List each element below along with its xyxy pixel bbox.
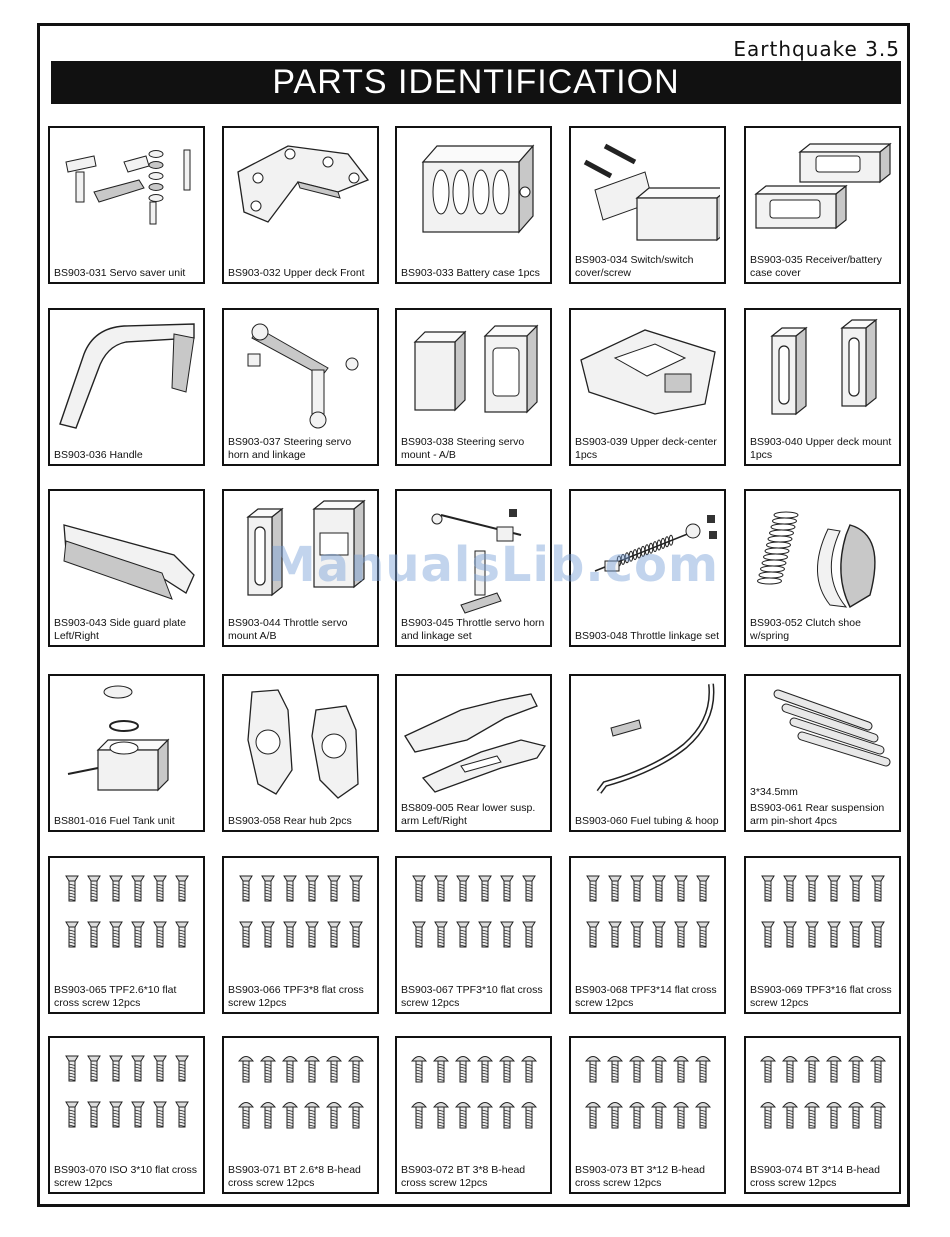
part-caption: BS903-048 Throttle linkage set: [575, 629, 719, 642]
part-card: [395, 308, 552, 466]
flat-screw-icon: [228, 862, 373, 984]
part-card: [569, 126, 726, 284]
part-caption: BS903-071 BT 2.6*8 B-head cross screw 12pcs: [228, 1164, 361, 1189]
receiver-cover-icon: [750, 132, 895, 254]
part-caption: BS903-037 Steering servo horn and linkage: [228, 436, 352, 461]
part-card: [744, 126, 901, 284]
part-caption: BS903-039 Upper deck-center 1pcs: [575, 436, 717, 461]
bhead-screw-icon: [228, 1042, 373, 1164]
part-card: [48, 1036, 205, 1194]
handle-icon: [54, 314, 199, 436]
part-caption: BS903-061 Rear suspension arm pin-short 4pcs: [750, 802, 885, 827]
part-caption: BS903-034 Switch/switch cover/screw: [575, 254, 694, 279]
part-caption: BS903-058 Rear hub 2pcs: [228, 814, 352, 827]
bhead-screw-icon: [401, 1042, 546, 1164]
part-card: [395, 1036, 552, 1194]
part-card: [569, 308, 726, 466]
part-card: [569, 856, 726, 1014]
part-card: [744, 489, 901, 647]
part-card: [222, 674, 379, 832]
part-caption: BS903-065 TPF2.6*10 flat cross screw 12pcs: [54, 984, 177, 1009]
fuel-tubing-icon: [575, 680, 720, 802]
flat-screw-icon: [54, 1042, 199, 1164]
part-card: [744, 308, 901, 466]
part-caption: BS903-035 Receiver/battery case cover: [750, 254, 882, 279]
part-caption: BS903-032 Upper deck Front: [228, 266, 365, 279]
servo-mount-icon: [401, 314, 546, 436]
part-card: [744, 674, 901, 832]
part-caption: BS903-067 TPF3*10 flat cross screw 12pcs: [401, 984, 543, 1009]
part-card: [569, 489, 726, 647]
side-guard-icon: [54, 495, 199, 617]
part-caption: BS903-072 BT 3*8 B-head cross screw 12pcs: [401, 1164, 526, 1189]
part-card: [48, 856, 205, 1014]
part-card: [48, 126, 205, 284]
arm-pin-icon: [750, 680, 895, 802]
part-caption: BS903-066 TPF3*8 flat cross screw 12pcs: [228, 984, 364, 1009]
throttle-horn-icon: [401, 495, 546, 617]
part-caption: BS903-031 Servo saver unit: [54, 266, 186, 279]
upper-deck-front-icon: [228, 132, 373, 254]
throttle-linkage-icon: [575, 495, 720, 617]
rear-hub-icon: [228, 680, 373, 802]
fuel-tank-icon: [54, 680, 199, 802]
part-caption: BS903-069 TPF3*16 flat cross screw 12pcs: [750, 984, 892, 1009]
part-card: [395, 856, 552, 1014]
part-caption: BS903-073 BT 3*12 B-head cross screw 12pcs: [575, 1164, 705, 1189]
suspension-arm-icon: [401, 680, 546, 802]
part-card: [48, 674, 205, 832]
part-card: [48, 489, 205, 647]
switch-cover-icon: [575, 132, 720, 254]
part-card: [569, 1036, 726, 1194]
part-caption: BS903-044 Throttle servo mount A/B: [228, 617, 348, 642]
part-card: [222, 1036, 379, 1194]
part-card: [222, 489, 379, 647]
part-caption: BS903-040 Upper deck mount 1pcs: [750, 436, 892, 461]
flat-screw-icon: [750, 862, 895, 984]
part-caption: BS903-070 ISO 3*10 flat cross screw 12pcs: [54, 1164, 197, 1189]
part-caption: BS903-036 Handle: [54, 448, 143, 461]
part-card: [744, 1036, 901, 1194]
part-caption: BS903-052 Clutch shoe w/spring: [750, 617, 861, 642]
part-caption: BS903-068 TPF3*14 flat cross screw 12pcs: [575, 984, 717, 1009]
part-caption: BS903-033 Battery case 1pcs: [401, 266, 540, 279]
part-card: [744, 856, 901, 1014]
part-caption: BS903-043 Side guard plate Left/Right: [54, 617, 186, 642]
page-title: PARTS IDENTIFICATION: [272, 63, 680, 101]
flat-screw-icon: [575, 862, 720, 984]
part-card: [222, 308, 379, 466]
part-card: [395, 674, 552, 832]
part-card: [569, 674, 726, 832]
upper-deck-center-icon: [575, 314, 720, 436]
part-caption: BS903-045 Throttle servo horn and linkage set: [401, 617, 545, 642]
part-size-label: 3*34.5mm: [750, 786, 798, 798]
bhead-screw-icon: [750, 1042, 895, 1164]
title-bar: [51, 61, 901, 104]
watermark: ManualsLib.com: [268, 537, 719, 593]
battery-case-icon: [401, 132, 546, 254]
servo-horn-icon: [228, 314, 373, 436]
part-card: [222, 126, 379, 284]
clutch-shoe-icon: [750, 495, 895, 617]
part-card: [222, 856, 379, 1014]
servo-saver-icon: [54, 132, 199, 254]
part-card: [48, 308, 205, 466]
flat-screw-icon: [54, 862, 199, 984]
part-card: [395, 126, 552, 284]
bhead-screw-icon: [575, 1042, 720, 1164]
part-caption: BS903-074 BT 3*14 B-head cross screw 12pcs: [750, 1164, 880, 1189]
upper-deck-mount-icon: [750, 314, 895, 436]
flat-screw-icon: [401, 862, 546, 984]
part-caption: BS801-016 Fuel Tank unit: [54, 814, 175, 827]
part-caption: BS903-038 Steering servo mount - A/B: [401, 436, 525, 461]
part-caption: BS903-060 Fuel tubing & hoop: [575, 814, 719, 827]
part-card: [395, 489, 552, 647]
throttle-mount-icon: [228, 495, 373, 617]
part-caption: BS809-005 Rear lower susp. arm Left/Right: [401, 802, 536, 827]
model-name: Earthquake 3.5: [733, 37, 900, 61]
